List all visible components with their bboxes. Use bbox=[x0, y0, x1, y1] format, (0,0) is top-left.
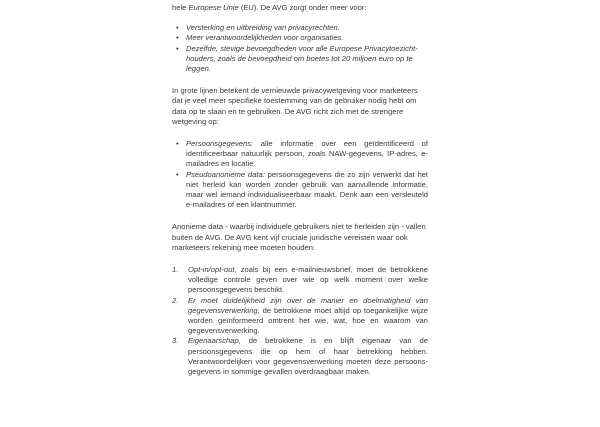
list-item-term: Opt-in/opt-out bbox=[188, 265, 235, 275]
bullet-icon: • bbox=[176, 139, 179, 149]
list-item bbox=[172, 336, 428, 377]
bullet-list-data-types bbox=[172, 139, 428, 210]
list-item bbox=[172, 296, 428, 337]
bullet-icon: • bbox=[176, 33, 179, 43]
numbered-list-requirements bbox=[172, 265, 428, 377]
list-item-text: , de betrokkene is en blijft eigenaar van de persoonsgegevens die op hem of haar betrekking hebben. Verantwoordelijken voor gegevensverwerking moeten deze persoons-gegevens in sommige gevallen overdraagbaar maken. bbox=[188, 336, 428, 377]
bullet-list-rights bbox=[172, 23, 428, 74]
list-item-text: Dezelfde, stevige bevoegdheden voor alle Europese Privacytoezicht-houders, zoals de bevoegdheid om boetes tot 20 miljoen euro op te leggen. bbox=[186, 43, 418, 74]
list-item bbox=[172, 265, 428, 296]
list-item bbox=[172, 44, 428, 75]
list-item bbox=[172, 170, 428, 211]
bullet-icon: • bbox=[176, 169, 179, 179]
list-item-term: Persoonsgegevens: bbox=[186, 139, 254, 149]
document-page bbox=[0, 3, 600, 427]
intro-paragraph bbox=[172, 3, 428, 13]
list-item-text: , zoals bij een e-mailnieuwsbrief, moet de betrokkene volledige controle geven over wie op welk moment over welke persoonsgegevens beschikt. bbox=[188, 265, 428, 295]
list-item bbox=[172, 33, 428, 43]
list-item-term: Pseudoanonieme data: bbox=[186, 169, 265, 179]
intro-text: hele bbox=[172, 3, 189, 12]
paragraph-anonymous: Anonieme data - waarbij individuele gebruikers niet te herleiden zijn - vallen buiten de AVG. De AVG kent vijf cruciale juridische vereisten waar ook marketeers rekening mee moeten houden: bbox=[172, 222, 426, 252]
bullet-icon: • bbox=[176, 43, 179, 53]
list-number: 2. bbox=[172, 295, 179, 305]
list-item-text: alle informatie over een geïdentificeerd of identificeerbaar natuurlijk persoon, zoals NAW-gegevens, IP-adres, e-mailadres en locatie. bbox=[186, 139, 428, 169]
list-item-text: Versterking en uitbreiding van privacyrechten. bbox=[186, 23, 340, 33]
list-item-term: Er moet duidelijkheid zijn over de manier en doelmatigheid van gegevensverwerking bbox=[188, 295, 428, 315]
list-number: 1. bbox=[172, 265, 179, 275]
list-item-text: Meer verantwoordelijkheden voor organisaties. bbox=[186, 33, 344, 43]
intro-emphasis: Europese Unie bbox=[188, 3, 239, 12]
bullet-icon: • bbox=[176, 23, 179, 33]
paragraph-privacy: In grote lijnen betekent de vernieuwde privacywetgeving voor marketeers dat je veel meer specifieke toestemming van de gebruiker nodig hebt om data op te slaan en te gebruiken. De AVG richt zich met de strengere wetgeving op: bbox=[172, 86, 418, 126]
list-item-text: persoonsgegevens die zo zijn verwerkt dat het niet herleid kan worden zonder gebruik van aanvullende informatie, maar wel iemand individualiseerbaar maakt. Denk aan een versleuteld e-mailadres of een klantnummer. bbox=[186, 169, 429, 210]
list-item bbox=[172, 23, 428, 33]
list-number: 3. bbox=[172, 336, 179, 346]
list-item bbox=[172, 139, 428, 170]
list-item-term: Eigenaarschap bbox=[188, 336, 239, 346]
intro-text-end: (EU). De AVG zorgt onder meer voor: bbox=[238, 3, 367, 12]
list-item-text: , de betrokkene moet altijd op toegankelijke wijze worden geïnformeerd omtrent het wie, wat, hoe en waarom van gegevensverwerking. bbox=[188, 305, 428, 336]
